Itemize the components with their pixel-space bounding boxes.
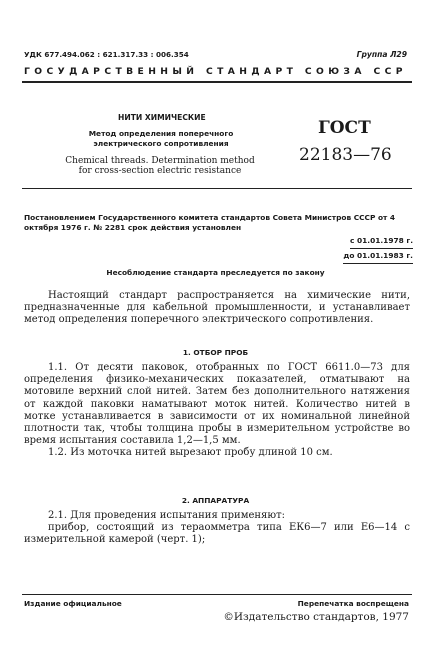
- title-en: Chemical threads. Determination method for cross-section electric resistance: [65, 156, 255, 176]
- footer-rule: [22, 594, 412, 595]
- header-rule: [22, 81, 412, 83]
- clause-2-1: 2.1. Для проведения испытания применяют:: [48, 510, 285, 521]
- section-2-title: 2. АППАРАТУРА: [181, 496, 250, 505]
- noncompliance-note: Несоблюдение стандарта преследуется по закону: [106, 268, 325, 277]
- title-rule: [22, 188, 412, 189]
- valid-from: с 01.01.1978 г.: [350, 234, 413, 249]
- clause-1-1: 1.1. От десяти паковок, отобранных по ГОСТ 6611.0—73 для определения физико-механических показателей, отматывают на мотовиле верхний слой нитей. Затем без дополнительного натяжения от каждой паковки наматывают моток нитей. Количество нитей в мотке устанавливается в зависимости от их номинальной линейной плотности так, чтобы толщина пробы в измерительном устройстве во время испытания составила 1,2—1,5 мм.: [24, 362, 410, 447]
- gost-number: 22183—76: [299, 145, 392, 165]
- copyright: ©Издательство стандартов, 1977: [223, 611, 409, 623]
- state-standard-heading: ГОСУДАРСТВЕННЫЙ СТАНДАРТ СОЮЗА ССР: [24, 66, 407, 77]
- section-1-title: 1. ОТБОР ПРОБ: [182, 348, 249, 357]
- reprint-prohibited: Перепечатка воспрещена: [297, 599, 409, 608]
- official-edition: Издание официальное: [24, 599, 122, 608]
- intro-paragraph: [24, 290, 410, 327]
- group-code: Группа Л29: [356, 50, 407, 59]
- section-1-body: [24, 362, 410, 460]
- method-ru: Метод определения поперечного электрического сопротивления: [88, 129, 234, 148]
- intro-text: Настоящий стандарт распространяется на химические нити, предназначенные для кабельной промышленности, и устанавливает метод определения поперечного электрического сопротивления.: [24, 290, 410, 326]
- clause-2-1-item: прибор, состоящий из тераомметра типа ЕК6—7 или Е6—14 с измерительной камерой (черт. 1);: [24, 522, 410, 546]
- clause-1-2: 1.2. Из моточка нитей вырезают пробу длиной 10 см.: [48, 447, 333, 459]
- gost-label: ГОСТ: [318, 118, 371, 138]
- title-ru: НИТИ ХИМИЧЕСКИЕ: [118, 113, 206, 122]
- section-2-body: [24, 510, 410, 547]
- udk-code: УДК 677.494.062 : 621.317.33 : 006.354: [24, 50, 189, 59]
- decree-text: Постановлением Государственного комитета стандартов Совета Министров СССР от 4 октября 1976 г. № 2281 срок действия установлен: [24, 213, 396, 232]
- valid-until: до 01.01.1983 г.: [343, 249, 413, 264]
- validity-dates: [343, 234, 413, 264]
